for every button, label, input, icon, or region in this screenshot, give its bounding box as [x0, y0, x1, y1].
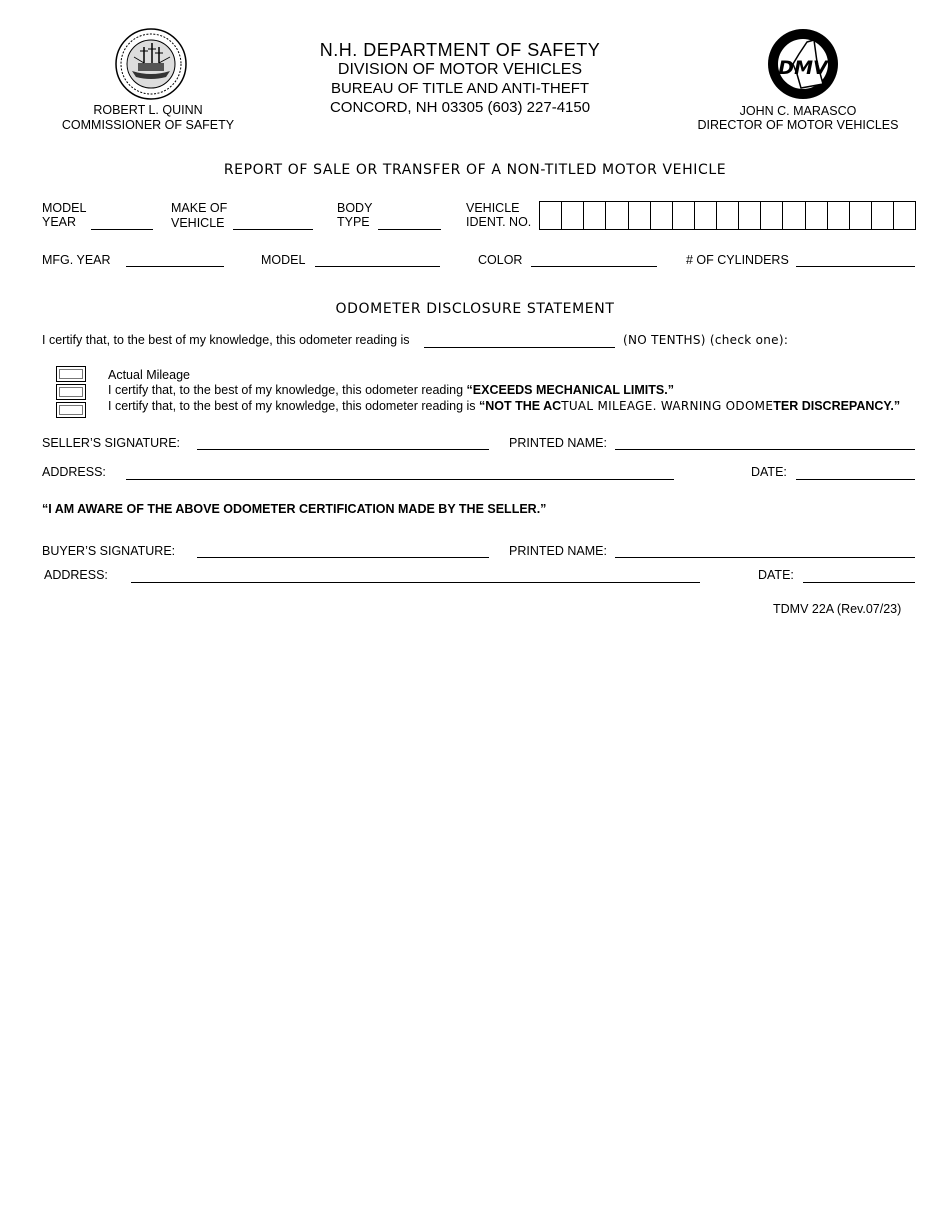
body-type-label: BODY: [337, 201, 373, 215]
actual-mileage-checkbox[interactable]: [56, 366, 86, 382]
seller-signature-field[interactable]: [197, 449, 489, 450]
state-seal-logo: [114, 27, 188, 101]
body-type-field[interactable]: [378, 229, 441, 230]
not-actual-mileage-checkbox[interactable]: [56, 402, 86, 418]
make-field[interactable]: [233, 229, 313, 230]
seller-address-label: ADDRESS:: [42, 465, 106, 479]
buyer-signature-label: BUYER’S SIGNATURE:: [42, 544, 176, 558]
director-name: JOHN C. MARASCO: [739, 104, 857, 118]
vin-label-2: IDENT. NO.: [466, 215, 532, 229]
not-actual-mileage-label: [108, 399, 900, 413]
seller-printed-name-field[interactable]: [615, 449, 915, 450]
division-title: DIVISION OF MOTOR VEHICLES: [337, 61, 583, 78]
odometer-certify-text: I certify that, to the best of my knowledge, this odometer reading is: [42, 333, 410, 347]
model-year-field[interactable]: [91, 229, 153, 230]
dmv-logo: [767, 28, 839, 100]
mfg-year-label: MFG. YEAR: [42, 253, 111, 267]
form-number: TDMV 22A (Rev.07/23): [773, 602, 902, 616]
color-label: COLOR: [478, 253, 523, 267]
model-field[interactable]: [315, 266, 440, 267]
buyer-printed-name-field[interactable]: [615, 557, 915, 558]
buyer-awareness-statement: “I AM AWARE OF THE ABOVE ODOMETER CERTIFICATION MADE BY THE SELLER.”: [42, 502, 547, 516]
buyer-address-label: ADDRESS:: [44, 568, 108, 582]
make-label-2: VEHICLE: [171, 216, 225, 230]
exceeds-limits-label: [108, 383, 674, 397]
buyer-address-field[interactable]: [131, 582, 700, 583]
director-title: DIRECTOR OF MOTOR VEHICLES: [697, 118, 899, 132]
bureau-title: BUREAU OF TITLE AND ANTI-THEFT: [330, 80, 590, 97]
exceeds-limits-checkbox[interactable]: [56, 384, 86, 400]
no-tenths-text: (NO TENTHS) (check one):: [623, 333, 789, 347]
form-title: REPORT OF SALE OR TRANSFER OF A NON-TITLED MOTOR VEHICLE: [223, 162, 727, 178]
not-actual-emphasis-a: “NOT THE AC: [479, 399, 562, 413]
commissioner-title: COMMISSIONER OF SAFETY: [61, 118, 235, 132]
buyer-printed-name-label: PRINTED NAME:: [509, 544, 607, 558]
cylinders-field[interactable]: [796, 266, 915, 267]
buyer-date-field[interactable]: [803, 582, 915, 583]
seller-date-label: DATE:: [751, 465, 787, 479]
agency-address: CONCORD, NH 03305 (603) 227-4150: [329, 99, 591, 116]
department-title: N.H. DEPARTMENT OF SAFETY: [319, 40, 601, 60]
buyer-signature-field[interactable]: [197, 557, 489, 558]
model-year-label: MODEL: [42, 201, 87, 215]
not-actual-emphasis-b: TER DISCREPANCY.”: [773, 399, 901, 413]
make-label: MAKE OF: [171, 201, 228, 215]
mfg-year-field[interactable]: [126, 266, 224, 267]
body-type-label-2: TYPE: [337, 215, 370, 229]
cylinders-label: # OF CYLINDERS: [686, 253, 789, 267]
exceeds-limits-text: I certify that, to the best of my knowledge, this odometer reading: [108, 383, 467, 397]
exceeds-limits-emphasis: “EXCEEDS MECHANICAL LIMITS.”: [466, 383, 674, 397]
buyer-date-label: DATE:: [758, 568, 794, 582]
odometer-section-title: ODOMETER DISCLOSURE STATEMENT: [335, 301, 615, 317]
vin-label: VEHICLE: [466, 201, 520, 215]
vin-boxes[interactable]: [539, 201, 916, 230]
not-actual-text: I certify that, to the best of my knowledge, this odometer reading is: [108, 399, 480, 413]
seller-address-field[interactable]: [126, 479, 674, 480]
dmv-logo-text: DMV: [778, 57, 828, 79]
seller-signature-label: SELLER’S SIGNATURE:: [42, 436, 181, 450]
not-actual-mid: TUAL MILEAGE. WARNING ODOME: [561, 399, 774, 413]
odometer-reading-field[interactable]: [424, 347, 615, 348]
seller-printed-name-label: PRINTED NAME:: [509, 436, 607, 450]
actual-mileage-label: Actual Mileage: [108, 368, 190, 382]
color-field[interactable]: [531, 266, 657, 267]
model-label: MODEL: [261, 253, 306, 267]
seller-date-field[interactable]: [796, 479, 915, 480]
commissioner-name: ROBERT L. QUINN: [93, 103, 203, 117]
model-year-label-2: YEAR: [42, 215, 77, 229]
